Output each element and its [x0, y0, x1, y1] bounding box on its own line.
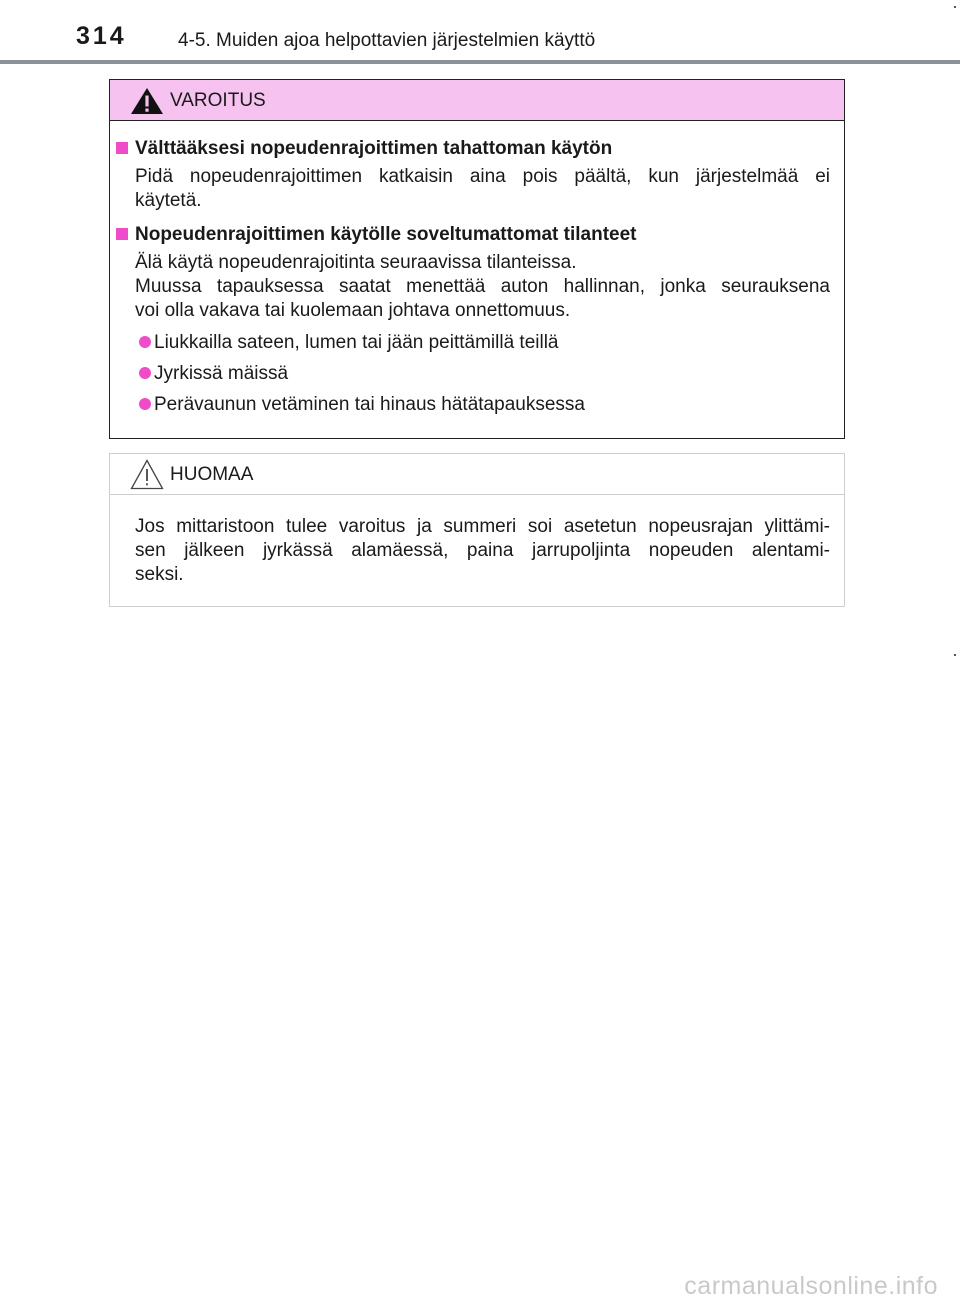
page-header	[0, 0, 960, 64]
list-item: Perävaunun vetäminen tai hinaus hätätapauksessa	[110, 393, 830, 417]
notice-label: HUOMAA	[170, 464, 254, 485]
header-rule	[0, 60, 960, 64]
notice-header	[110, 454, 844, 495]
section-heading: Nopeudenrajoittimen käytölle soveltumattomat tilanteet	[110, 223, 830, 247]
watermark: carmanualsonline.info	[684, 1272, 938, 1300]
section-title: 4-5. Muiden ajoa helpottavien järjestelmien käyttö	[178, 30, 596, 51]
paragraph-line: Pidä nopeudenrajoittimen katkaisin aina pois päältä, kun järjestelmää ei	[135, 166, 830, 187]
warning-triangle-filled-icon	[130, 87, 164, 115]
paragraph-line: Muussa tapauksessa saatat menettää auton hallinnan, jonka seurauksena	[135, 276, 830, 297]
list-item: Jyrkissä mäissä	[110, 362, 830, 386]
paragraph-line: Älä käytä nopeudenrajoitinta seuraavissa tilanteissa.	[135, 252, 577, 273]
warning-box	[109, 79, 845, 439]
paragraph-line: käytetä.	[135, 190, 202, 211]
edge-tick-mark	[954, 654, 956, 656]
warning-header	[110, 80, 844, 121]
square-bullet-icon	[116, 142, 128, 154]
page-number: 314	[76, 22, 127, 50]
notice-box	[109, 453, 845, 607]
warning-section	[110, 121, 830, 213]
round-bullet-icon	[139, 336, 151, 348]
edge-tick-mark	[954, 6, 956, 8]
warning-triangle-outline-icon	[130, 459, 164, 490]
warning-body	[110, 121, 844, 417]
warning-label: VAROITUS	[170, 90, 266, 111]
paragraph-line: sen jälkeen jyrkässä alamäessä, paina jarrupoljinta nopeuden alentami-	[135, 540, 830, 561]
list-item: Liukkailla sateen, lumen tai jään peittämillä teillä	[110, 331, 830, 355]
paragraph-line: voi olla vakava tai kuolemaan johtava onnettomuus.	[135, 300, 571, 321]
paragraph-line: seksi.	[135, 564, 184, 585]
paragraph-line: Jos mittaristoon tulee varoitus ja summeri soi asetetun nopeusrajan ylittämi-	[135, 516, 830, 537]
section-heading: Välttääksesi nopeudenrajoittimen tahattoman käytön	[110, 137, 830, 161]
warning-section	[110, 213, 830, 417]
notice-body	[110, 495, 844, 587]
round-bullet-icon	[139, 398, 151, 410]
square-bullet-icon	[116, 228, 128, 240]
round-bullet-icon	[139, 367, 151, 379]
